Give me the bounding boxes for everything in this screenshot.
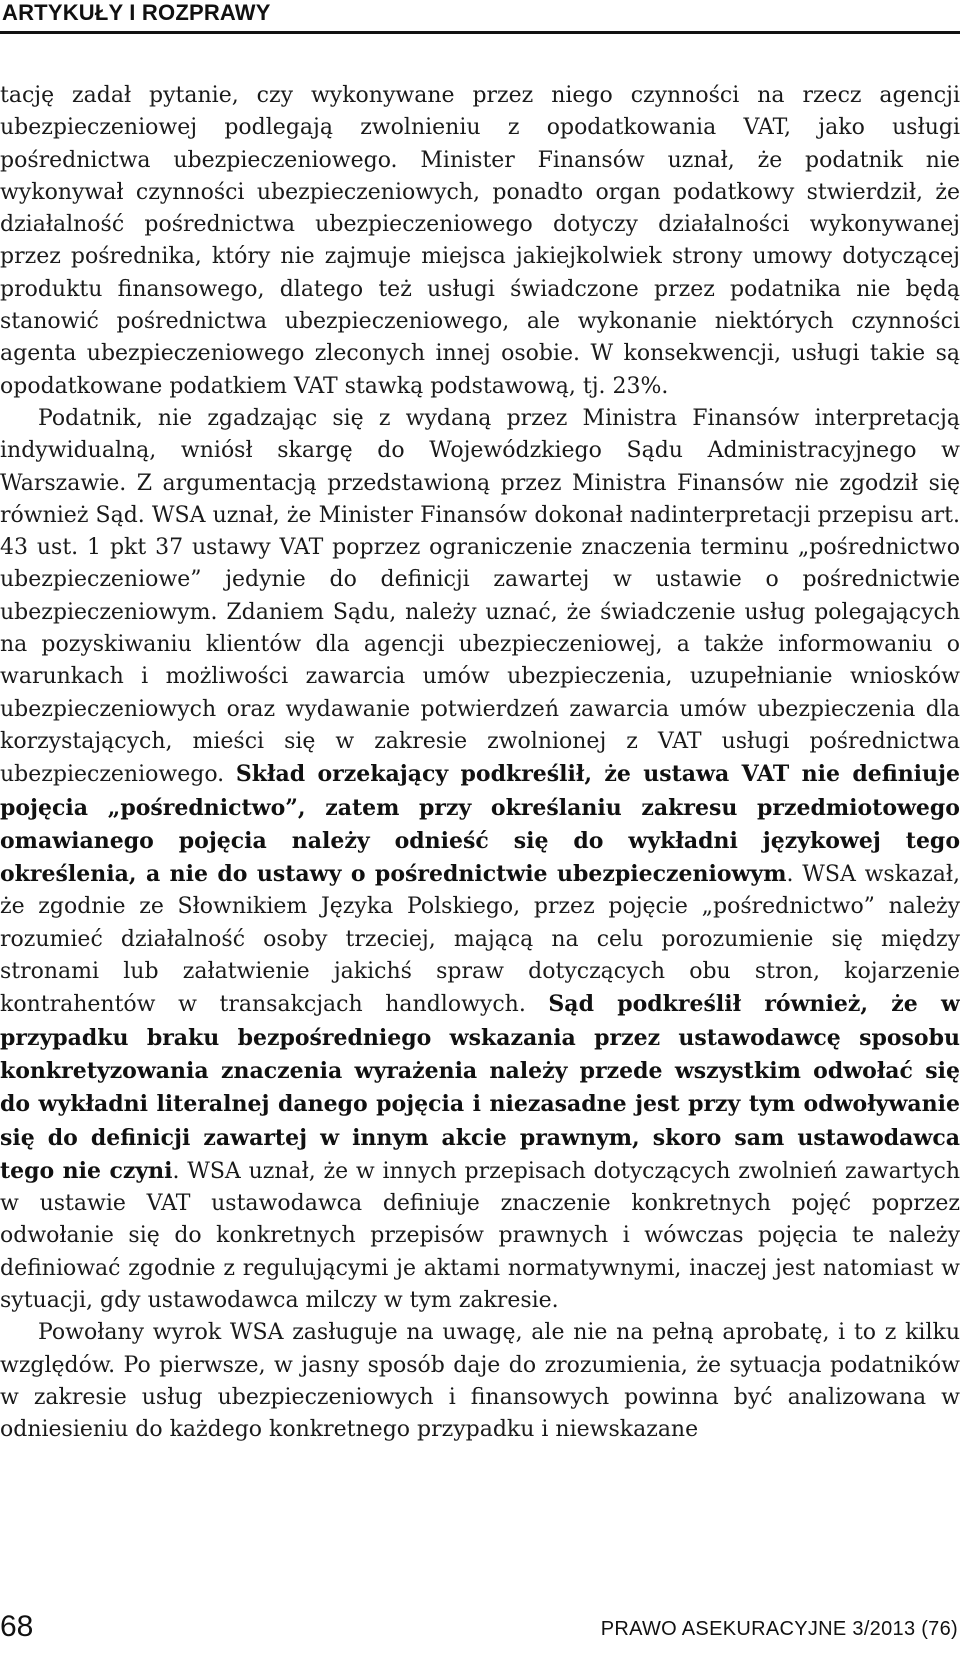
paragraph-1: tację zadał pytanie, czy wykonywane przez niego czynności na rzecz agencji ubezpieczeniowej podlegają zwolnieniu z opodatkowania VAT, jako usługi pośrednictwa ubezpieczeniowego. Minister Finansów uznał, że podatnik nie wykonywał czynności ubezpieczeniowych, ponadto organ podatkowy stwierdził, że działalność pośrednictwa ubezpieczeniowego dotyczy działalności wykonywanej przez pośrednika, który nie zajmuje miejsca jakiejkolwiek strony umowy dotyczącej produktu finansowego, dlatego też usługi świadczone przez podatnika nie będą stanowić pośrednictwa ubezpieczeniowego, ale wykonanie niektórych czynności agenta ubezpieczeniowego zleconych innej osobie. W konsekwencji, usługi takie są opodatkowane podatkiem VAT stawką podstawową, tj. 23%. [0, 83, 960, 399]
page-footer [0, 1610, 960, 1650]
page-number: 68 [0, 1610, 34, 1643]
paragraph-2 [0, 403, 960, 1317]
paragraph-2-text-c: . WSA uznał, że w innych przepisach dotyczących zwolnień zawartych w ustawie VAT ustawodawca definiuje znaczenie konkretnych pojęć poprzez odwołanie się do konkretnych przepisów prawnych i wówczas pojęcia te należy definiować zgodnie z regulującymi je aktami normatywnymi, inaczej jest natomiast w sytuacji, gdy ustawodawca milczy w tym zakresie. [0, 1158, 960, 1313]
paragraph-2-bold-b: Sąd podkreślił również, że w przypadku braku bezpośredniego wskazania przez ustawodawcę sposobu konkretyzowania znaczenia wyrażenia należy przede wszystkim odwołać się do wykładni literalnej danego pojęcia i niezasadne jest przy tym odwoływanie się do definicji zawartej w innym akcie prawnym, skoro sam ustawodawca tego nie czyni [0, 991, 960, 1184]
section-title: ARTYKUŁY I ROZPRAWY [2, 0, 271, 25]
article-body [0, 80, 960, 1446]
paragraph-2-bold-a: Skład orzekający podkreślił, że ustawa VAT nie definiuje pojęcia „pośrednictwo”, zatem przy określaniu zakresu przedmiotowego omawianego pojęcia należy odnieść się do wykładni językowej tego określenia, a nie do ustawy o pośrednictwie ubezpieczeniowym [0, 761, 960, 888]
page-header [0, 0, 960, 34]
paragraph-2-text-b: . WSA wskazał, że zgodnie ze Słownikiem Języka Polskiego, przez pojęcie „pośrednictwo” należy rozumieć działalność osoby trzeciej, mającą na celu porozumienie się między stronami lub załatwienie jakichś spraw dotyczących obu stron, kojarzenie kontrahentów w transakcjach handlowych. [0, 862, 960, 1018]
paragraph-3: Powołany wyrok WSA zasługuje na uwagę, ale nie na pełną aprobatę, i to z kilku względów. Po pierwsze, w jasny sposób daje do zrozumienia, że sytuacja podatników w zakresie usług ubezpieczeniowych i finansowych powinna być analizowana w odniesieniu do każdego konkretnego przypadku i niewskazane [0, 1320, 960, 1443]
header-divider [0, 31, 960, 34]
journal-name: PRAWO ASEKURACYJNE 3/2013 (76) [600, 1618, 958, 1640]
paragraph-2-text-a: Podatnik, nie zgadzając się z wydaną przez Ministra Finansów interpretacją indywidualną, wniósł skargę do Wojewódzkiego Sądu Administracyjnego w Warszawie. Z argumentacją przedstawioną przez Ministra Finansów nie zgodził się również Sąd. WSA uznał, że Minister Finansów dokonał nadinterpretacji przepisu art. 43 ust. 1 pkt 37 ustawy VAT poprzez ograniczenie znaczenia terminu „pośrednictwo ubezpieczeniowe” jedynie do definicji zawartej w ustawie o pośrednictwie ubezpieczeniowym. Zdaniem Sądu, należy uznać, że świadczenie usług polegających na pozyskiwaniu klientów dla agencji ubezpieczeniowej, a także informowaniu o warunkach i możliwości zawarcia umów ubezpieczenia, uzupełnianie wniosków ubezpieczeniowych oraz wydawanie potwierdzeń zawarcia umów ubezpieczenia dla korzystających, mieści się w zakresie zwolnionej z VAT usługi pośrednictwa ubezpieczeniowego. [0, 405, 960, 788]
